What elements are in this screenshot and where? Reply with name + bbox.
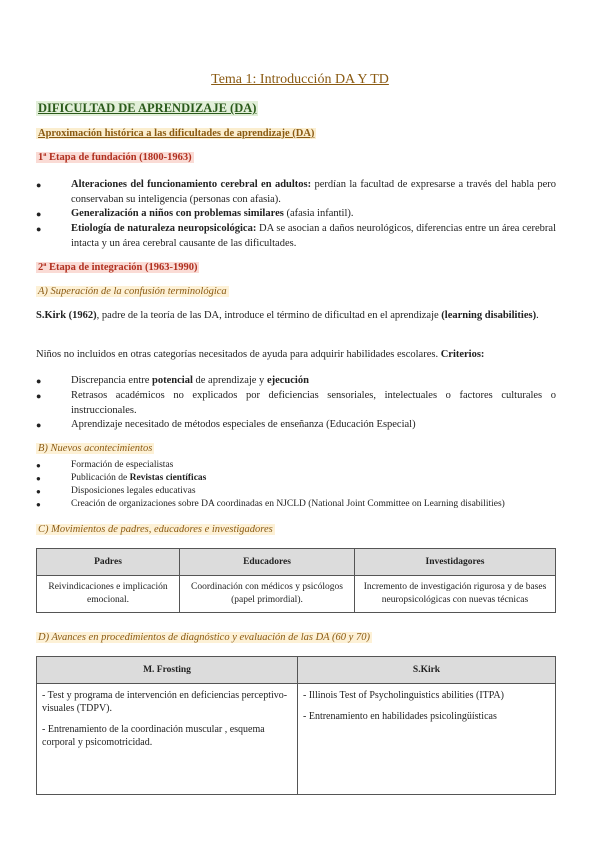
subheading-d: D) Avances en procedimientos de diagnóstico y evaluación de las DA (60 y 70) <box>38 632 370 643</box>
etapa1-item-1: Alteraciones del funcionamiento cerebral en adultos: perdían la facultad de expresarse a través del habla pero conservaban su inteligencia (personas con afasia). <box>71 179 557 205</box>
acontecimiento-3: Disposiciones legales educativas <box>71 486 196 496</box>
frosting-item: - Entrenamiento de la coordinación muscular , esquema corporal y psicomotricidad. <box>42 724 265 748</box>
criterio-2: Retrasos académicos no explicados por deficiencias sensoriales, intelectuales o factores culturales o instruccionales. <box>71 390 556 416</box>
bullet-icon: ● <box>36 224 42 234</box>
etapa1-item-3: Etiología de naturaleza neuropsicológica: DA se asocian a daños neurológicos, diferencias entre un área cerebral intacta y un área cerebral causante de las dificultades. <box>71 223 556 249</box>
criterio-3: Aprendizaje necesitado de métodos especiales de enseñanza (Educación Especial) <box>71 419 416 430</box>
subheading-a: A) Superación de la confusión terminológica <box>38 286 227 297</box>
acontecimiento-2: Publicación de Revistas científicas <box>71 473 207 483</box>
kirk-item: - Illinois Test of Psycholinguistics abilities (ITPA) <box>303 690 504 701</box>
table-header-frosting: M. Frosting <box>37 657 298 684</box>
page-title: Tema 1: Introducción DA Y TD <box>211 72 389 87</box>
subheading-c: C) Movimientos de padres, educadores e investigadores <box>38 524 273 535</box>
heading-da: DIFICULTAD DE APRENDIZAJE (DA) <box>38 101 257 115</box>
table-avances <box>36 656 556 795</box>
acontecimiento-4: Creación de organizaciones sobre DA coordinadas en NJCLD (National Joint Committee on Learning disabilities) <box>71 499 505 509</box>
bullet-icon: ● <box>36 461 41 470</box>
heading-etapa-1: 1ª Etapa de fundación (1800-1963) <box>38 152 192 163</box>
bullet-icon: ● <box>36 487 41 496</box>
frosting-item: - Test y programa de intervención en deficiencias perceptivo-visuales (TDPV). <box>42 690 288 714</box>
bullet-icon: ● <box>36 474 41 483</box>
etapa1-item-2: Generalización a niños con problemas similares (afasia infantil). <box>71 208 354 219</box>
acontecimiento-1: Formación de especialistas <box>71 460 174 470</box>
kirk-item: - Entrenamiento en habilidades psicolingüísticas <box>303 711 497 722</box>
heading-aproximacion: Aproximación histórica a las dificultades de aprendizaje (DA) <box>38 128 315 139</box>
kirk-paragraph: S.Kirk (1962), padre de la teoría de las DA, introduce el término de dificultad en el aprendizaje (learning disabilities). <box>36 310 539 321</box>
table-header-kirk: S.Kirk <box>298 657 556 684</box>
bullet-icon: ● <box>36 376 42 386</box>
table-header-educadores: Educadores <box>180 549 355 576</box>
table-cell: Reivindicaciones e implicación emocional. <box>37 576 180 613</box>
table-header-investigadores: Investidagores <box>355 549 556 576</box>
heading-etapa-2: 2ª Etapa de integración (1963-1990) <box>38 262 198 273</box>
bullet-icon: ● <box>36 180 42 190</box>
ninos-paragraph: Niños no incluidos en otras categorías necesitados de ayuda para adquirir habilidades escolares. Criterios: <box>36 349 485 360</box>
bullet-icon: ● <box>36 391 42 401</box>
table-cell: Incremento de investigación rigurosa y de bases neuropsicológicas con nuevas técnicas <box>355 576 556 613</box>
bullet-icon: ● <box>36 209 42 219</box>
criterio-1: Discrepancia entre potencial de aprendizaje y ejecución <box>71 375 309 386</box>
bullet-icon: ● <box>36 420 42 430</box>
table-header-padres: Padres <box>37 549 180 576</box>
subheading-b: B) Nuevos acontecimientos <box>38 443 153 454</box>
table-cell-frosting <box>37 684 298 795</box>
table-cell: Coordinación con médicos y psicólogos (papel primordial). <box>180 576 355 613</box>
table-cell-kirk <box>298 684 556 795</box>
table-movimientos <box>36 548 556 613</box>
bullet-icon: ● <box>36 500 41 509</box>
